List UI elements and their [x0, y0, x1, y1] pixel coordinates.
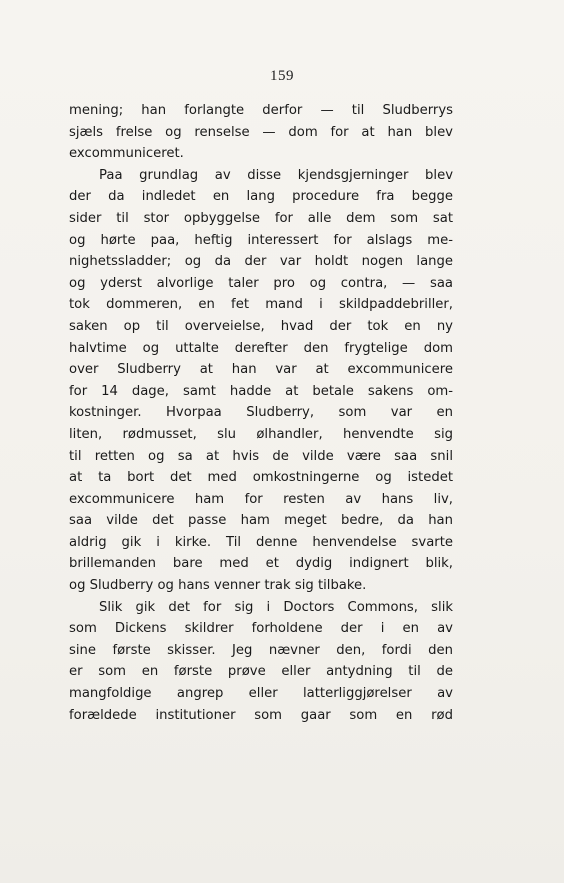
text-line: liten, rødmusset, slu ølhandler, henvendte sig — [69, 426, 453, 442]
text-line: forældede institutioner som gaar som en rød — [69, 707, 453, 723]
text-line: over Sludberry at han var at excommunicere — [69, 362, 453, 378]
text-line: sine første skisser. Jeg nævner den, fordi den — [69, 642, 453, 658]
text-line: Slik gik det for sig i Doctors Commons, slik — [99, 599, 453, 615]
text-line: aldrig gik i kirke. Til denne henvendelse svarte — [69, 534, 453, 550]
text-line: og hørte paa, heftig interessert for alslags me- — [69, 232, 453, 248]
text-line: som Dickens skildrer forholdene der i en av — [69, 621, 453, 637]
text-line: der da indledet en lang procedure fra begge — [69, 189, 453, 205]
text-line: og yderst alvorlige taler pro og contra, — saa — [69, 275, 453, 291]
text-line: saa vilde det passe ham meget bedre, da han — [69, 513, 453, 529]
text-line: for 14 dage, samt hadde at betale sakens om- — [69, 383, 453, 399]
text-line: og Sludberry og hans venner trak sig tilbake. — [69, 578, 367, 594]
text-line: til retten og sa at hvis de vilde være saa snil — [69, 448, 453, 464]
text-line: sider til stor opbyggelse for alle dem som sat — [69, 210, 453, 226]
page-number: 159 — [270, 68, 294, 84]
text-line: at ta bort det med omkostningerne og istedet — [69, 470, 453, 486]
text-line: nighetssladder; og da der var holdt nogen lange — [69, 254, 453, 270]
text-line: saken op til overveielse, hvad der tok en ny — [69, 318, 453, 334]
text-line: Paa grundlag av disse kjendsgjerninger blev — [99, 167, 453, 183]
text-line: sjæls frelse og renselse — dom for at han blev — [69, 124, 453, 140]
text-line: mangfoldige angrep eller latterliggjørelser av — [69, 686, 453, 702]
text-line: kostninger. Hvorpaa Sludberry, som var en — [69, 405, 453, 421]
text-line: er som en første prøve eller antydning til de — [69, 664, 453, 680]
text-line: halvtime og uttalte derefter den frygtelige dom — [69, 340, 453, 356]
text-line: excommuniceret. — [69, 146, 184, 162]
body-text — [69, 100, 453, 726]
text-line: tok dommeren, en fet mand i skildpaddebriller, — [69, 297, 453, 313]
text-line: excommunicere ham for resten av hans liv, — [69, 491, 453, 507]
text-line: brillemanden bare med et dydig indignert blik, — [69, 556, 453, 572]
text-line: mening; han forlangte derfor — til Sludberrys — [69, 103, 453, 118]
